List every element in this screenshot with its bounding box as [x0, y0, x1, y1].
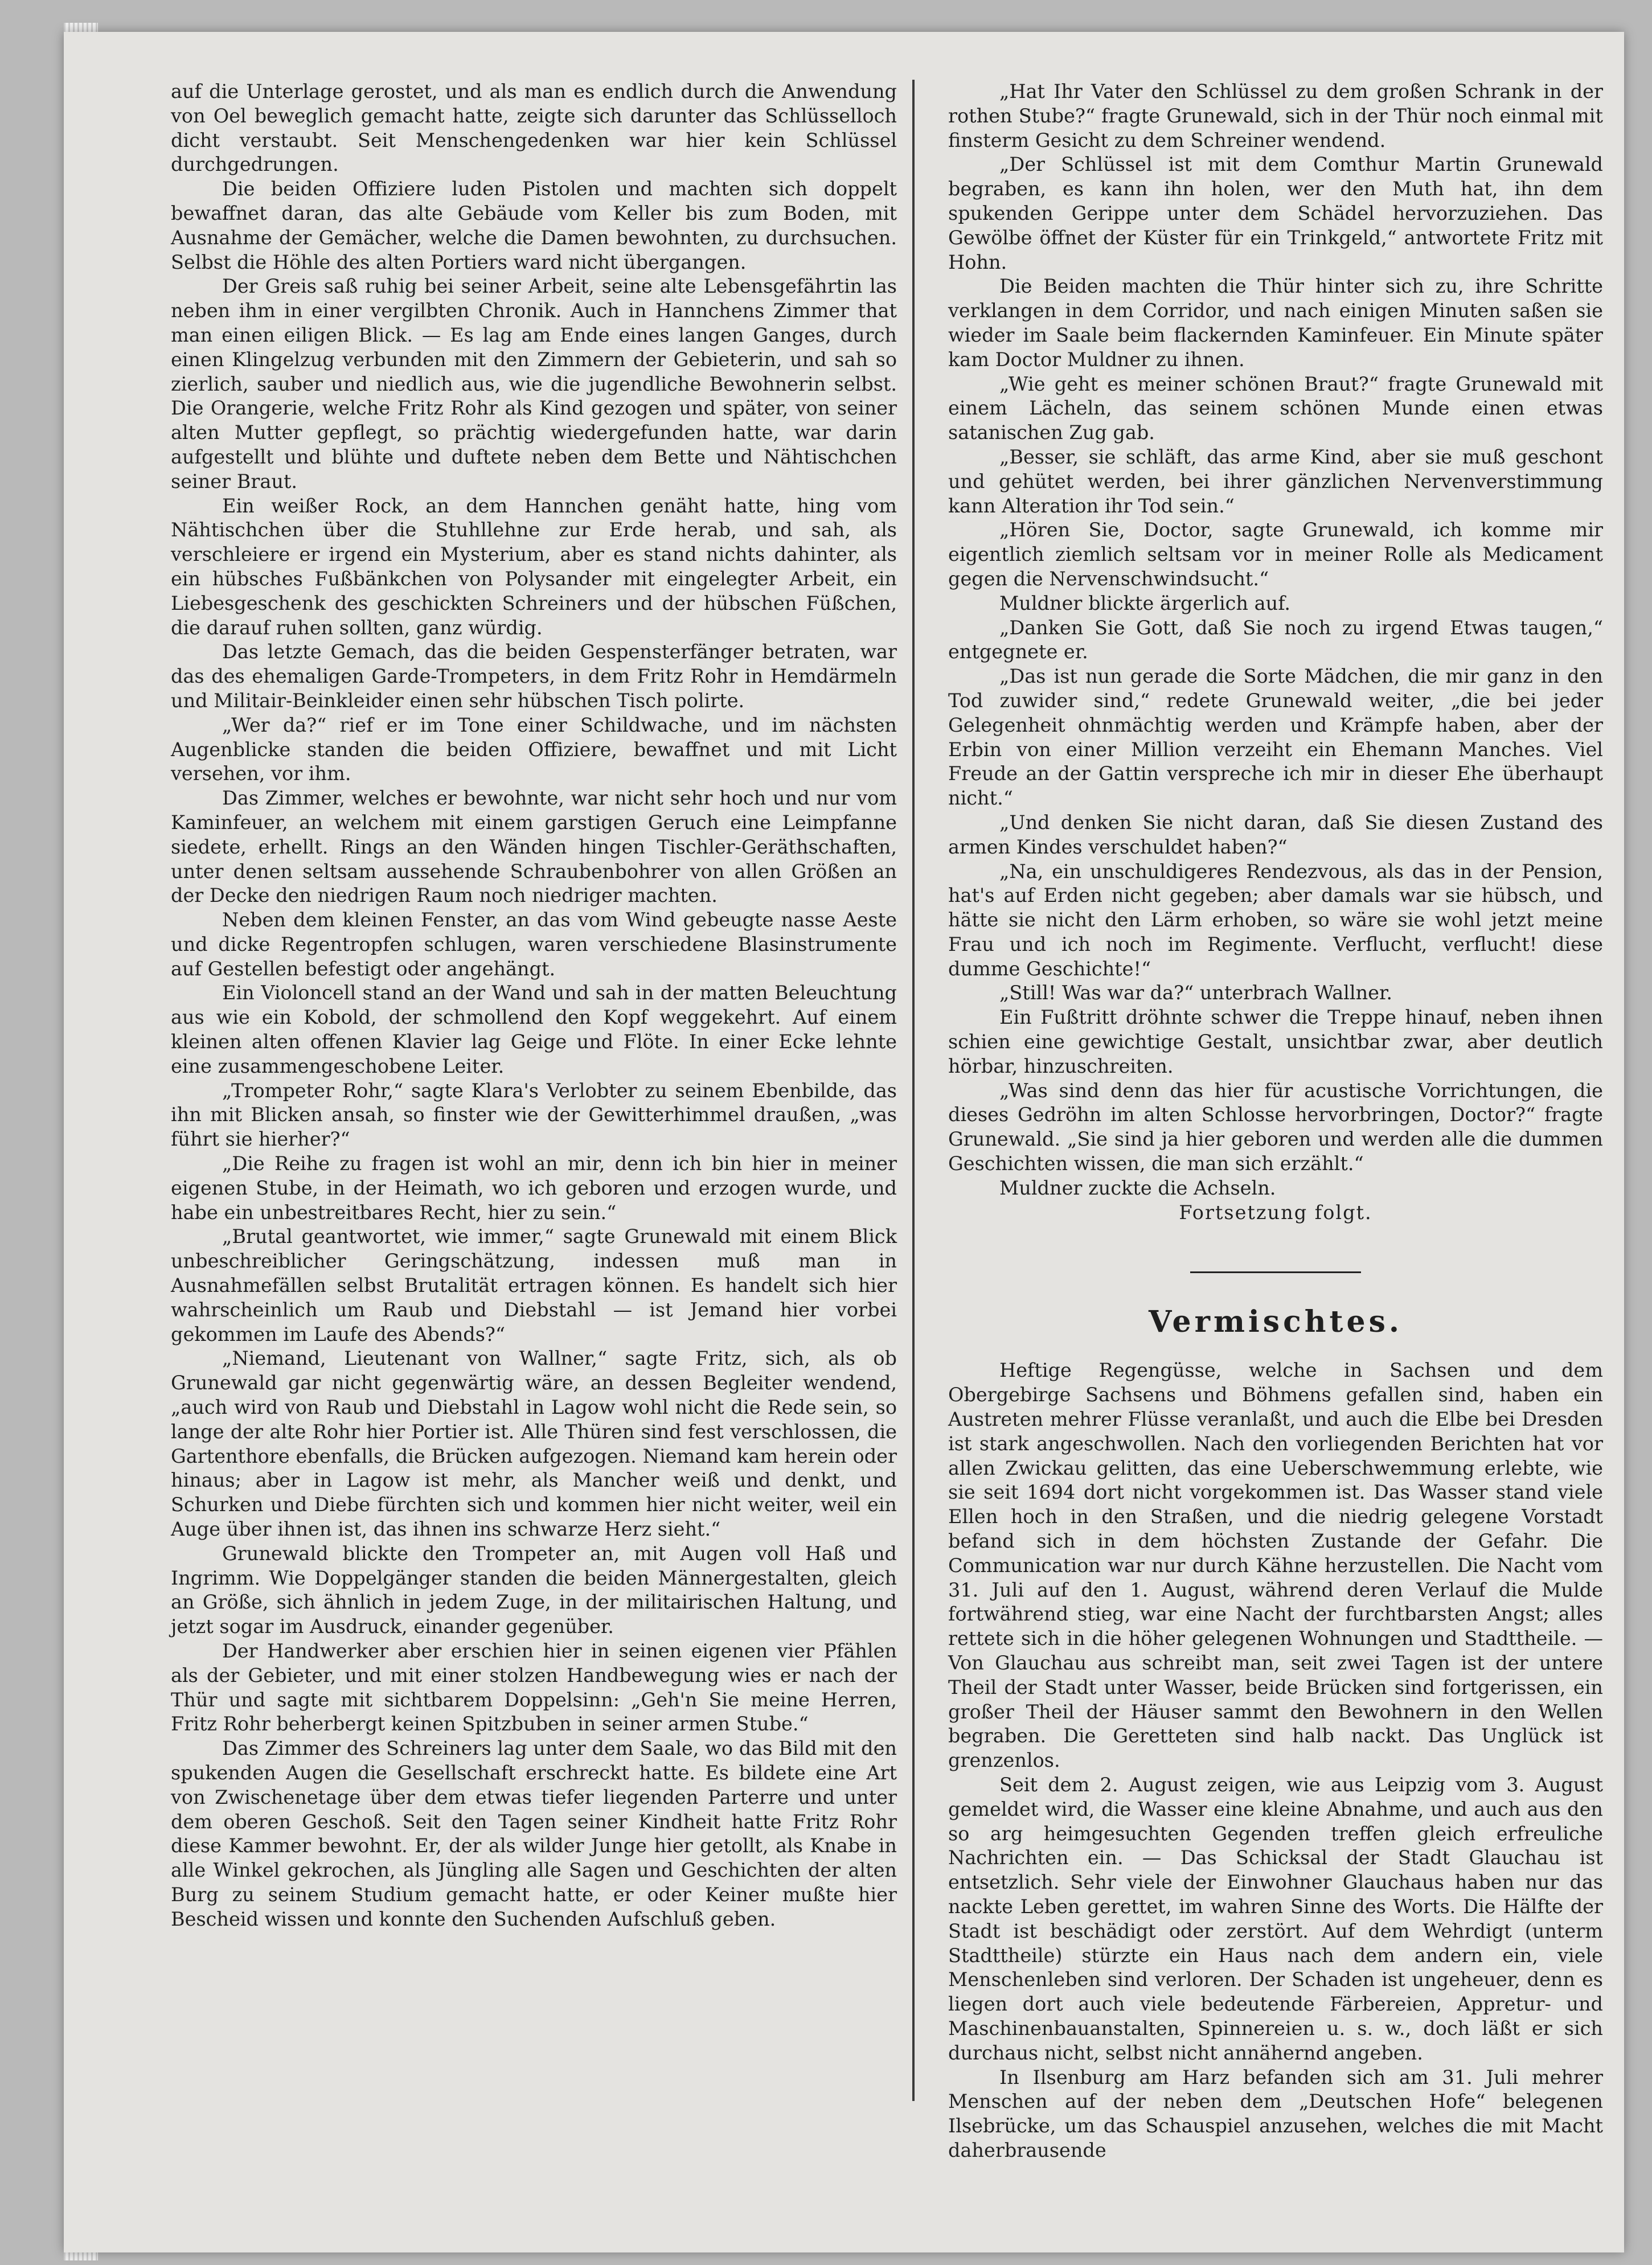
left-paragraph-13: „Niemand, Lieutenant von Wallner,“ sagte Fritz, sich, als ob Grunewald gar nicht gegenwärtig wäre, an dessen Begleiter wendend, „auch wird von Raub und Diebstahl in Lagow wohl nicht die Rede sein, so lange der alte Rohr hier Portier ist. Alle Thüren sind fest verschlossen, die Gartenthore ebenfalls, die Brücken aufgezogen. Niemand kam herein oder hinaus; aber in Lagow ist mehr, als Mancher weiß und denkt, und Schurken und Diebe fürchten sich und kommen hier nicht weiter, weil ein Auge über ihnen ist, das ihnen ins schwarze Herz sieht.“ [171, 1347, 897, 1541]
section-paragraph-1: Heftige Regengüsse, welche in Sachsen und dem Obergebirge Sachsens und Böhmens gefallen sind, haben ein Austreten mehrer Flüsse veranlaßt, und auch die Elbe bei Dresden ist stark angeschwollen. Nach den vorliegenden Berichten hat vor allen Zwickau gelitten, das eine Ueberschwemmung erlebte, wie sie seit 1694 dort nicht vorgekommen ist. Das Wasser stand viele Ellen hoch in den Straßen, und die niedrig gelegene Vorstadt befand sich in dem höchsten Zustande der Gefahr. Die Communication war nur durch Kähne herzustellen. Die Nacht vom 31. Juli auf den 1. August, während deren Verlauf die Mulde fortwährend stieg, war eine Nacht der furchtbarsten Angst; alles rettete sich in die höher gelegenen Wohnungen und Stadttheile. — Von Glauchau aus schreibt man, seit zwei Tagen ist der untere Theil der Stadt unter Wasser, beide Brücken sind fortgerissen, ein großer Theil der Häuser sammt den Bewohnern in den Wellen begraben. Die Geretteten sind halb nackt. Das Unglück ist grenzenlos. [948, 1359, 1603, 1772]
left-paragraph-3: Der Greis saß ruhig bei seiner Arbeit, seine alte Lebensgefährtin las neben ihm in einer vergilbten Chronik. Auch in Hannchens Zimmer that man einen eiligen Blick. — Es lag am Ende eines langen Ganges, durch einen Klingelzug verbunden mit den Zimmern der Gebieterin, und sah so zierlich, sauber und niedlich aus, wie die jugendliche Bewohnerin selbst. Die Orangerie, welche Fritz Rohr als Kind gezogen und später, von seiner alten Mutter gepflegt, so prächtig wiedergefunden hatte, war darin aufgestellt und blühte und duftete neben dem Bette und Nähtischchen seiner Braut. [171, 275, 897, 493]
section-separator [1190, 1271, 1361, 1273]
right-paragraph-7: Muldner blickte ärgerlich auf. [999, 592, 1291, 614]
left-paragraph-10: „Trompeter Rohr,“ sagte Klara's Verlobter zu seinem Ebenbilde, das ihn mit Blicken ansah, so finster wie der Gewitterhimmel draußen, „was führt sie hierher?“ [171, 1079, 897, 1151]
right-paragraph-6: „Hören Sie, Doctor, sagte Grunewald, ich komme mir eigentlich ziemlich seltsam vor in meiner Rolle als Medicament gegen die Nervenschwindsucht.“ [948, 519, 1603, 590]
right-paragraph-10: „Und denken Sie nicht daran, daß Sie diesen Zustand des armen Kindes verschuldet haben?“ [948, 811, 1603, 858]
right-paragraph-9: „Das ist nun gerade die Sorte Mädchen, die mir ganz in den Tod zuwider sind,“ redete Grunewald weiter, „die bei jeder Gelegenheit ohnmächtig werden und Krämpfe haben, aber der Erbin von einer Million verzeiht ein Ehemann Manches. Viel Freude an der Gattin verspreche ich mir in dieser Ehe überhaupt nicht.“ [948, 665, 1603, 810]
left-paragraph-4: Ein weißer Rock, an dem Hannchen genäht hatte, hing vom Nähtischchen über die Stuhllehne zur Erde herab, und sah, als verschleiere er irgend ein Mysterium, aber es stand nichts dahinter, als ein hübsches Fußbänkchen von Polysander mit eingelegter Arbeit, ein Liebesgeschenk des geschickten Schreiners und der hübschen Füßchen, die darauf ruhen sollten, ganz würdig. [171, 494, 897, 639]
left-paragraph-14: Grunewald blickte den Trompeter an, mit Augen voll Haß und Ingrimm. Wie Doppelgänger standen die beiden Männergestalten, gleich an Größe, sich ähnlich in jedem Zuge, in der militairischen Haltung, und jetzt sogar im Ausdruck, einander gegenüber. [171, 1542, 897, 1638]
section-paragraph-2: Seit dem 2. August zeigen, wie aus Leipzig vom 3. August gemeldet wird, die Wasser eine kleine Abnahme, und auch aus den so arg heimgesuchten Gegenden treffen gleich erfreuliche Nachrichten ein. — Das Schicksal der Stadt Glauchau ist entsetzlich. Sehr viele der Einwohner Glauchaus haben nur das nackte Leben gerettet, im wahren Sinne des Worts. Die Hälfte der Stadt ist beschädigt oder zerstört. Auf dem Wehrdigt (unterm Stadttheile) stürzte ein Haus nach dem andern ein, viele Menschenleben sind verloren. Der Schaden ist ungeheuer, denn es liegen dort auch viele bedeutende Färbereien, Appretur- und Maschinenbauanstalten, Spinnereien u. s. w., doch läßt er sich durchaus nicht, selbst nicht annähernd angeben. [948, 1774, 1603, 2064]
left-paragraph-7: Das Zimmer, welches er bewohnte, war nicht sehr hoch und nur vom Kaminfeuer, an welchem mit einem garstigen Geruch eine Leimpfanne siedete, erhellt. Rings an den Wänden hingen Tischler-Geräthschaften, unter denen seltsam aussehende Schraubenbohrer von allen Größen an der Decke den niedrigen Raum noch niedriger machten. [171, 787, 897, 907]
right-paragraph-4: „Wie geht es meiner schönen Braut?“ fragte Grunewald mit einem Lächeln, das seinem schönen Munde einen etwas satanischen Zug gab. [948, 372, 1603, 444]
column-divider [912, 80, 915, 2101]
left-paragraph-6: „Wer da?“ rief er im Tone einer Schildwache, und im nächsten Augenblicke standen die beiden Offiziere, bewaffnet und mit Licht versehen, vor ihm. [171, 713, 897, 785]
right-paragraph-5: „Besser, sie schläft, das arme Kind, aber sie muß geschont und gehütet werden, bei ihrer gänzlichen Nervenverstimmung kann Alteration ihr Tod sein.“ [948, 445, 1603, 517]
section-title: Vermischtes. [1148, 1304, 1403, 1340]
right-paragraph-3: Die Beiden machten die Thür hinter sich zu, ihre Schritte verklangen in dem Corridor, und nach einigen Minuten saßen sie wieder im Saale beim flackernden Kaminfeuer. Ein Minute später kam Doctor Muldner zu ihnen. [948, 275, 1603, 371]
left-paragraph-8: Neben dem kleinen Fenster, an das vom Wind gebeugte nasse Aeste und dicke Regentropfen schlugen, waren verschiedene Blasinstrumente auf Gestellen befestigt oder angehängt. [171, 909, 897, 980]
left-paragraph-9: Ein Violoncell stand an der Wand und sah in der matten Beleuchtung aus wie ein Kobold, der schmollend den Kopf weggekehrt. Auf einem kleinen alten offenen Klavier lag Geige und Flöte. In einer Ecke lehnte eine zusammengeschobene Leiter. [171, 982, 897, 1077]
left-paragraph-1: auf die Unterlage gerostet, und als man es endlich durch die Anwendung von Oel beweglich gemacht hatte, zeigte sich darunter das Schlüsselloch dicht verstaubt. Seit Menschengedenken war hier kein Schlüssel durchgedrungen. [171, 80, 897, 176]
right-paragraph-14: „Was sind denn das hier für acustische Vorrichtungen, die dieses Gedröhn im alten Schlosse hervorbringen, Doctor?“ fragte Grunewald. „Sie sind ja hier geboren und werden alle die dummen Geschichten wissen, die man sich erzählt.“ [948, 1079, 1603, 1175]
right-paragraph-8: „Danken Sie Gott, daß Sie noch zu irgend Etwas taugen,“ entgegnete er. [948, 616, 1603, 663]
left-column [171, 80, 897, 1932]
left-paragraph-5: Das letzte Gemach, das die beiden Gespensterfänger betraten, war das des ehemaligen Garde-Trompeters, in dem Fritz Rohr in Hemdärmeln und Militair-Beinkleider einen sehr hübschen Tisch polirte. [171, 641, 897, 712]
right-paragraph-2: „Der Schlüssel ist mit dem Comthur Martin Grunewald begraben, es kann ihn holen, wer den Muth hat, ihn dem spukenden Gerippe unter dem Schädel hervorzuziehen. Das Gewölbe öffnet der Küster für ein Trinkgeld,“ antwortete Fritz mit Hohn. [948, 153, 1603, 273]
left-paragraph-2: Die beiden Offiziere luden Pistolen und machten sich doppelt bewaffnet daran, das alte Gebäude vom Keller bis zum Boden, mit Ausnahme der Gemächer, welche die Damen bewohnten, zu durchsuchen. Selbst die Höhle des alten Portiers ward nicht übergangen. [171, 178, 897, 273]
right-paragraph-15: Muldner zuckte die Achseln. [999, 1176, 1276, 1199]
left-paragraph-12: „Brutal geantwortet, wie immer,“ sagte Grunewald mit einem Blick unbeschreiblicher Geringschätzung, indessen muß man in Ausnahmefällen selbst Brutalität ertragen können. Es handelt sich hier wahrscheinlich um Raub und Diebstahl — ist Jemand hier vorbei gekommen im Laufe des Abends?“ [171, 1225, 897, 1345]
right-paragraph-1: „Hat Ihr Vater den Schlüssel zu dem großen Schrank in der rothen Stube?“ fragte Grunewald, sich in der Thür noch einmal mit finsterm Gesicht zu dem Schreiner wendend. [948, 80, 1603, 151]
right-column [948, 80, 1603, 2163]
right-paragraph-12: „Still! Was war da?“ unterbrach Wallner. [999, 982, 1392, 1004]
left-paragraph-16: Das Zimmer des Schreiners lag unter dem Saale, wo das Bild mit den spukenden Augen die Gesellschaft erschreckt hatte. Es bildete eine Art von Zwischenetage über dem etwas tiefer liegenden Parterre und unter dem oberen Geschoß. Seit den Tagen seiner Kindheit hatte Fritz Rohr diese Kammer bewohnt. Er, der als wilder Junge hier getollt, als Knabe in alle Winkel gekrochen, als Jüngling alle Sagen und Geschichten der alten Burg zu seinem Studium gemacht hatte, er oder Keiner mußte hier Bescheid wissen und konnte den Suchenden Aufschluß geben. [171, 1737, 897, 1930]
left-paragraph-15: Der Handwerker aber erschien hier in seinen eigenen vier Pfählen als der Gebieter, und mit einer stolzen Handbewegung wies er nach der Thür und sagte mit sichtbarem Doppelsinn: „Geh'n Sie meine Herren, Fritz Rohr beherbergt keinen Spitzbuben in seiner armen Stube.“ [171, 1640, 897, 1735]
section-paragraph-3: In Ilsenburg am Harz befanden sich am 31. Juli mehrer Menschen auf der neben dem „Deutschen Hofe“ belegenen Ilsebrücke, um das Schauspiel anzusehen, welches die mit Macht daherbrausende [948, 2066, 1603, 2161]
continuation-note: Fortsetzung folgt. [1179, 1201, 1372, 1224]
right-paragraph-11: „Na, ein unschuldigeres Rendezvous, als das in der Pension, hat's auf Erden nicht gegeben; aber damals war sie hübsch, und hätte sie nicht den Lärm erhoben, so wäre sie wohl jetzt meine Frau und ich noch im Regimente. Verflucht, verflucht! diese dumme Geschichte!“ [948, 860, 1603, 980]
right-paragraph-13: Ein Fußtritt dröhnte schwer die Treppe hinauf, neben ihnen schien eine gewichtige Gestalt, unsichtbar zwar, aber deutlich hörbar, hinzuschreiten. [948, 1006, 1603, 1077]
left-paragraph-11: „Die Reihe zu fragen ist wohl an mir, denn ich bin hier in meiner eigenen Stube, in der Heimath, wo ich geboren und erzogen wurde, und habe ein unbestreitbares Recht, hier zu sein.“ [171, 1152, 897, 1224]
